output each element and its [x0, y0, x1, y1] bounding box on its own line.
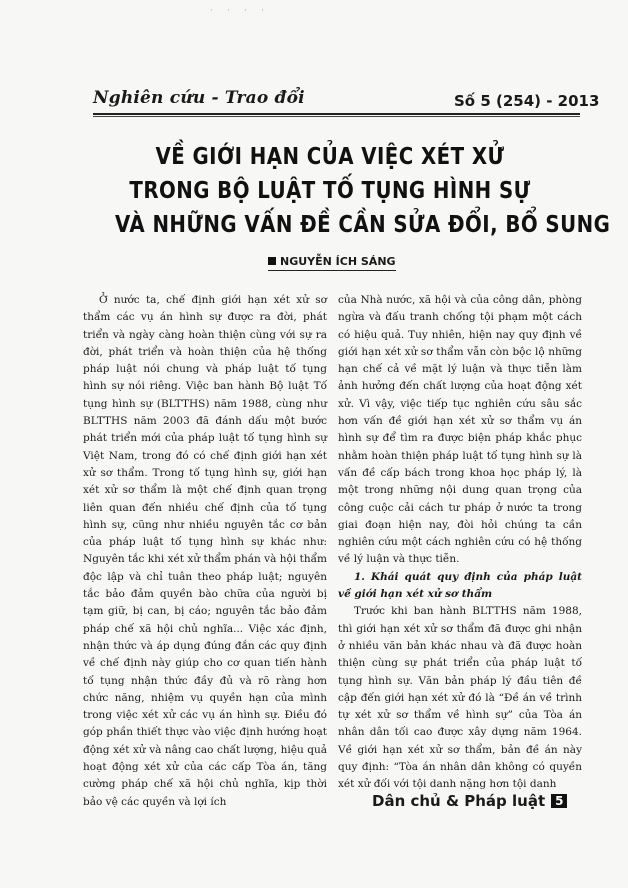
journal-name: Dân chủ & Pháp luật — [372, 792, 546, 810]
scan-speck: · · · · — [210, 6, 270, 15]
paragraph-continued: của Nhà nước, xã hội và của công dân, phòng ngừa và đấu tranh chống tội phạm một cách có hiệu quả. Tuy nhiên, hiện nay quy định về giới hạn xét xử sơ thẩm vẫn còn bộc lộ những hạn chế cả về mặt lý luận và thực tiễn làm ảnh hưởng đến chất lượng của hoạt động xét xử. Vì vậy, việc tiếp tục nghiên cứu sâu sắc hơn vấn đề giới hạn xét xử sơ thẩm vụ án hình sự để tìm ra được biện pháp khắc phục nhằm hoàn thiện pháp luật tố tụng hình sự là vấn đề cấp bách trong khoa học pháp lý, là một trong những nội dung quan trọng của công cuộc cải cách tư pháp ở nước ta trong giai đoạn hiện nay, đòi hỏi chúng ta cần nghiên cứu một cách nghiên cứu có hệ thống về lý luận và thực tiễn. — [338, 294, 582, 566]
title-line-2: TRONG BỘ LUẬT TỐ TỤNG HÌNH SỰ — [129, 178, 531, 204]
author-name: NGUYỄN ÍCH SÁNG — [280, 255, 396, 268]
section-label: Nghiên cứu - Trao đổi — [93, 88, 305, 108]
header-rule-thin — [93, 116, 580, 117]
footer — [372, 792, 567, 810]
title-line-3: VÀ NHỮNG VẤN ĐỀ CẦN SỬA ĐỔI, BỔ SUNG — [115, 212, 611, 238]
paragraph: Ở nước ta, chế định giới hạn xét xử sơ thẩm các vụ án hình sự được ra đời, phát triển và ngày càng hoàn thiện cùng với sự ra đời, phát triển và hoàn thiện của hệ thống pháp luật nói chung và pháp luật tố tụng hình sự nói riêng. Việc ban hành Bộ luật Tố tụng hình sự (BLTTHS) năm 1988, cùng như BLTTHS năm 2003 đã đánh dấu một bước phát triển mới của pháp luật tố tụng hình sự Việt Nam, trong đó có chế định giới hạn xét xử sơ thẩm. Trong tố tụng hình sự, giới hạn xét xử sơ thẩm là một chế định quan trọng liên quan đến nhiều chế định của tố tụng hình sự, cũng như nhiều nguyên tắc cơ bản của pháp luật tố tụng hình sự khác như: Nguyên tắc khi xét xử thẩm phán và hội thẩm độc lập và chỉ tuân theo pháp luật; nguyên tắc bảo đảm quyền bào chữa của người bị tạm giữ, bị can, bị cáo; nguyên tắc bảo đảm pháp chế xã hội chủ nghĩa... Việc xác định, nhận thức và áp dụng đúng đắn các quy định về chế định này giúp cho cơ quan tiến hành tố tụng nhận thức đầy đủ và rõ ràng hơn chức năng, nhiệm vụ quyền hạn của mình trong việc xét xử các vụ án hình sự. Điều đó góp phần thiết thực vào việc định hướng hoạt động xét xử và nâng cao chất lượng, hiệu quả hoạt động xét xử của các cấp Tòa án, tăng cường pháp chế xã hội chủ nghĩa, kịp thời bảo vệ các quyền và lợi ích — [83, 294, 327, 808]
author-byline — [268, 255, 396, 271]
column-right — [338, 292, 582, 794]
square-bullet-icon — [268, 257, 276, 265]
column-left — [83, 292, 327, 811]
title-line-1: VỀ GIỚI HẠN CỦA VIỆC XÉT XỬ — [155, 144, 505, 170]
article-title — [115, 140, 611, 242]
issue-number: Số 5 (254) - 2013 — [454, 92, 600, 110]
header-rule — [93, 113, 580, 115]
paragraph: Trước khi ban hành BLTTHS năm 1988, thì giới hạn xét xử sơ thẩm đã được ghi nhận ở nhiều văn bản khác nhau và đã được hoàn thiện cùng sự phát triển của pháp luật tố tụng hình sự. Văn bản pháp lý đầu tiên đề cập đến giới hạn xét xử đó là “Đề án về trình tự xét xử sơ thẩm về hình sự” của Tòa án nhân dân tối cao được xây dựng năm 1964. Về giới hạn xét xử sơ thẩm, bản đề án này quy định: “Tòa án nhân dân không có quyền xét xử đối với tội danh nặng hơn tội danh — [338, 605, 582, 791]
section-heading: 1. Khái quát quy định của pháp luật về giới hạn xét xử sơ thẩm — [338, 570, 582, 601]
page-number: 5 — [551, 794, 567, 808]
